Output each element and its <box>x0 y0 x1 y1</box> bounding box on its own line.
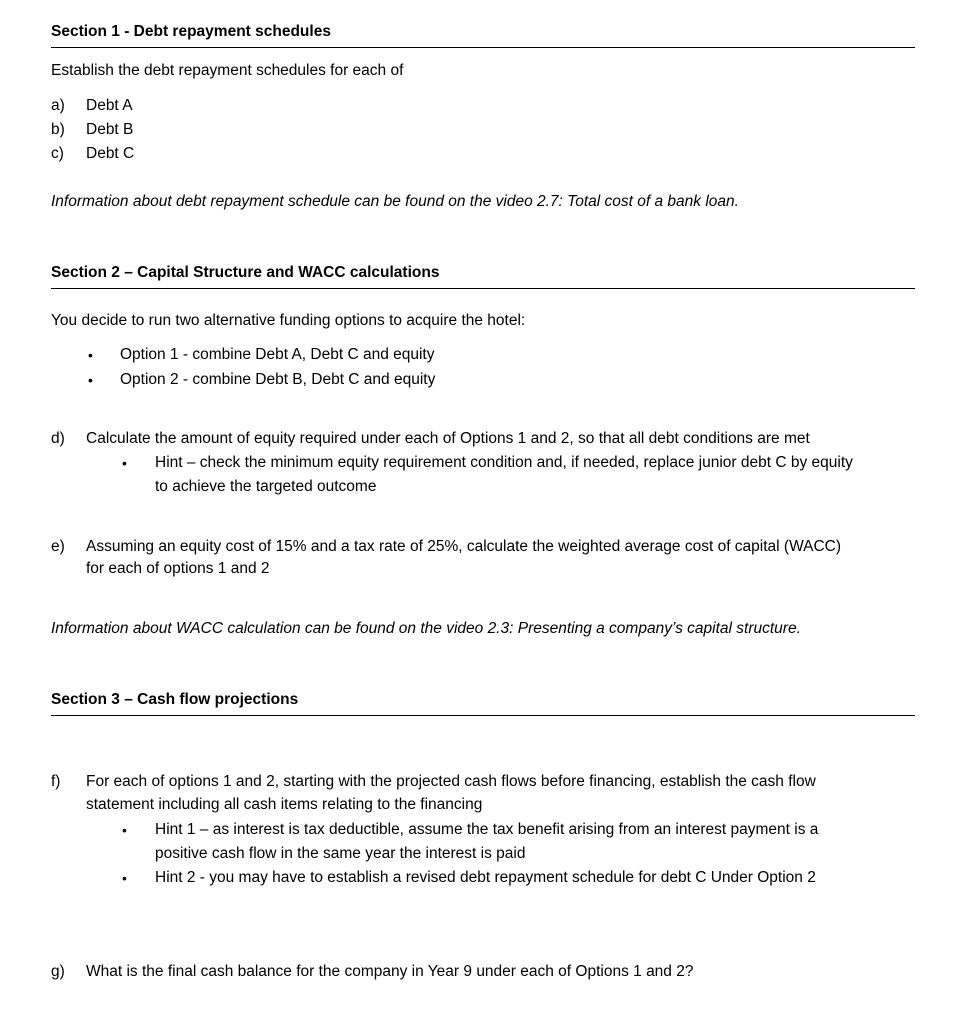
section3-rule <box>51 715 915 716</box>
item-e-line1: Assuming an equity cost of 15% and a tax rate of 25%, calculate the weighted average cost of capital (WACC) <box>86 538 842 555</box>
f-hint1-bullet: • <box>122 822 127 838</box>
item-c-marker: c) <box>51 145 64 162</box>
item-e-marker: e) <box>51 538 65 555</box>
item-f-marker: f) <box>51 773 61 790</box>
item-f-line2: statement including all cash items relating to the financing <box>86 796 483 813</box>
option1-bullet: • <box>88 347 93 363</box>
option2-bullet: • <box>88 372 93 388</box>
item-a-marker: a) <box>51 97 65 114</box>
item-a-text: Debt A <box>86 97 133 114</box>
item-d-marker: d) <box>51 430 65 447</box>
section2-intro: You decide to run two alternative funding options to acquire the hotel: <box>51 312 526 329</box>
section2-heading: Section 2 – Capital Structure and WACC calculations <box>51 264 440 281</box>
d-hint-line1: Hint – check the minimum equity requirement condition and, if needed, replace junior debt C by equity <box>155 454 853 471</box>
d-hint-bullet: • <box>122 455 127 471</box>
option1-text: Option 1 - combine Debt A, Debt C and equity <box>120 346 435 363</box>
section2-info: Information about WACC calculation can be found on the video 2.3: Presenting a company’s capital structure. <box>51 620 801 637</box>
f-hint1-line2: positive cash flow in the same year the interest is paid <box>155 845 526 862</box>
section1-heading: Section 1 - Debt repayment schedules <box>51 23 331 40</box>
item-b-marker: b) <box>51 121 65 138</box>
section1-rule <box>51 47 915 48</box>
section2-rule <box>51 288 915 289</box>
option2-text: Option 2 - combine Debt B, Debt C and equity <box>120 371 436 388</box>
section1-info: Information about debt repayment schedule can be found on the video 2.7: Total cost of a bank loan. <box>51 193 739 210</box>
item-f-line1: For each of options 1 and 2, starting with the projected cash flows before financing, establish the cash flow <box>86 773 816 790</box>
item-g-text: What is the final cash balance for the company in Year 9 under each of Options 1 and 2? <box>86 963 694 980</box>
item-e-line2: for each of options 1 and 2 <box>86 560 270 577</box>
item-b-text: Debt B <box>86 121 134 138</box>
d-hint-line2: to achieve the targeted outcome <box>155 478 377 495</box>
f-hint2-text: Hint 2 - you may have to establish a revised debt repayment schedule for debt C Under Option 2 <box>155 869 816 886</box>
item-d-text: Calculate the amount of equity required under each of Options 1 and 2, so that all debt conditions are met <box>86 430 810 447</box>
section1-intro: Establish the debt repayment schedules for each of <box>51 62 404 79</box>
f-hint2-bullet: • <box>122 870 127 886</box>
item-g-marker: g) <box>51 963 65 980</box>
f-hint1-line1: Hint 1 – as interest is tax deductible, assume the tax benefit arising from an interest payment is a <box>155 821 819 838</box>
section3-heading: Section 3 – Cash flow projections <box>51 691 299 708</box>
item-c-text: Debt C <box>86 145 135 162</box>
